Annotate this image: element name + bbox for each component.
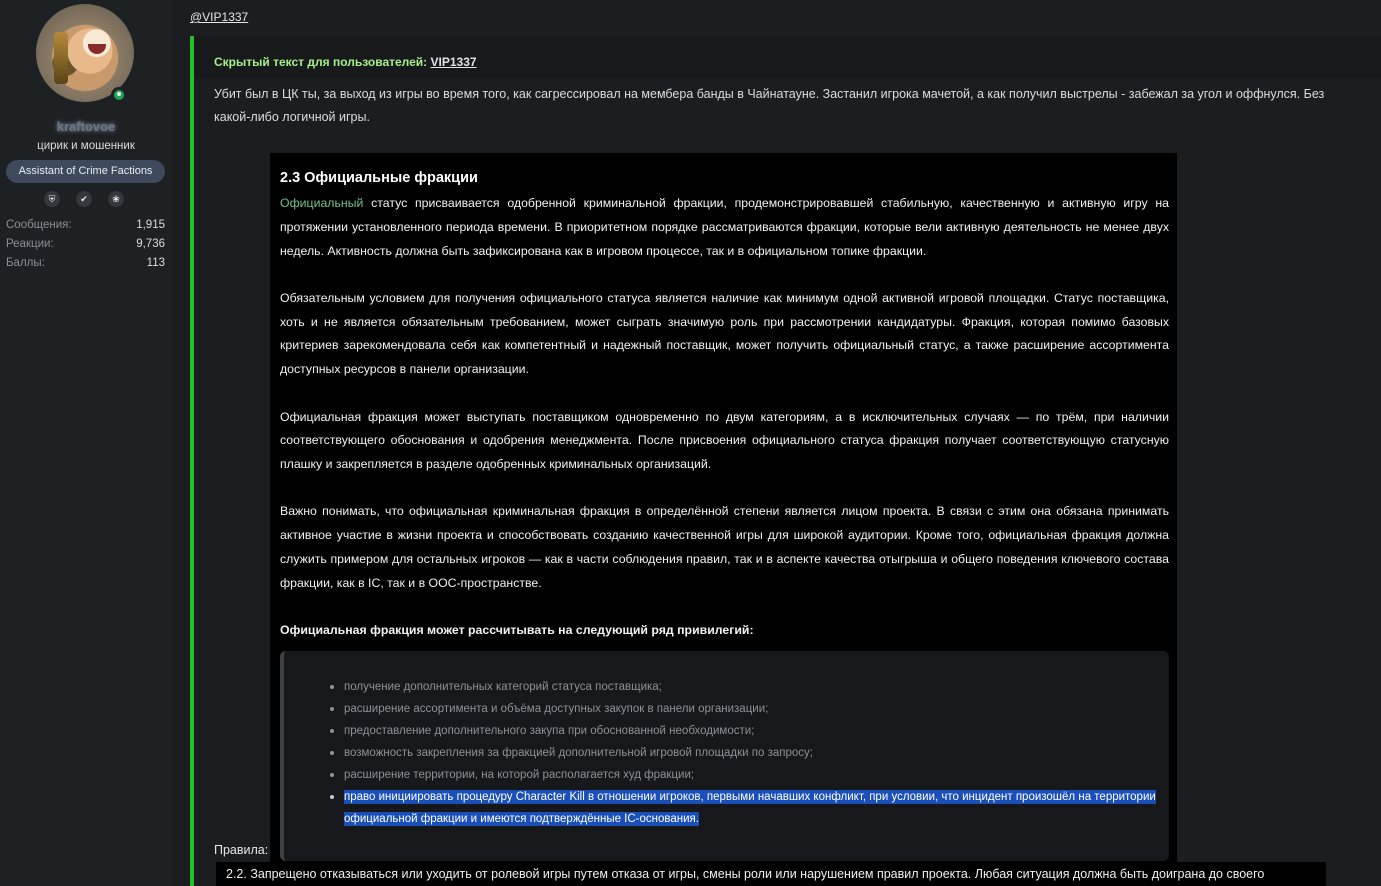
stat-label: Реакции:	[6, 238, 54, 250]
user-panel	[0, 0, 172, 886]
hidden-text-block	[190, 36, 1381, 886]
paragraph-1-text: статус присваивается одобренной криминальной фракции, продемонстрировавшей стабильную, качественную и активную игру на протяжении установленного периода времени. В приоритетном порядке рассматриваются фракции, которые вели активную деятельность не менее двух недель. Активность должна быть зафиксирована как в игровом процессе, так и в официальном топике фракции.	[280, 196, 1169, 258]
privileges-list	[344, 676, 1169, 830]
privileges-quote	[280, 651, 1169, 861]
stat-value: 9,736	[136, 238, 165, 250]
hidden-text-label: Скрытый текст для пользователей:	[214, 55, 428, 69]
rules-document	[270, 153, 1177, 886]
stat-row-points	[6, 254, 165, 273]
user-title: цирик и мошенник	[37, 140, 135, 152]
role-badge: Assistant of Crime Factions	[6, 160, 165, 183]
user-stats	[6, 216, 165, 273]
list-item: получение дополнительных категорий статуса поставщика;	[344, 676, 1169, 698]
list-item: расширение территории, на которой располагается худ фракции;	[344, 764, 1169, 786]
post-intro-text: Убит был в ЦК ты, за выход из игры во время того, как сагрессировал на мембера банды в Чайнатауне. Застанил игрока мачетой, а как получил выстрелы - забежал за угол и оффнулся. Без какой-либо логичной игры.	[214, 87, 1325, 124]
paragraph-2: Обязательным условием для получения официального статуса является наличие как минимум одной активной игровой площадки. Статус поставщика, хоть и не является обязательным требованием, может сыграть значимую роль при рассмотрении кандидатуры. Фракция, которая помимо базовых критериев зарекомендовала себя как компетентный и надежный поставщик, может получить официальный статус, а также расширение ассортимента доступных ресурсов в панели организации.	[280, 290, 1169, 377]
list-item: возможность закрепления за фракцией дополнительной игровой площадки по запросу;	[344, 742, 1169, 764]
stat-row-reactions	[6, 235, 165, 254]
trophy-list	[44, 191, 124, 207]
online-status-icon	[111, 87, 127, 103]
privileges-heading: Официальная фракция может рассчитывать на следующий ряд привилегий:	[280, 623, 754, 638]
selected-text[interactable]: право инициировать процедуру Character Kill в отношении игроков, первыми начавших конфликт, при условии, что инцидент произошёл на территории официальной фракции и имеются подтверждённые IC-основания.	[344, 790, 1156, 825]
list-item-selected[interactable]	[344, 786, 1169, 830]
section-heading: 2.3 Официальные фракции	[280, 170, 478, 186]
paragraph-3: Официальная фракция может выступать поставщиком одновременно по двум категориям, а в исключительных случаях — по трём, при наличии соответствующего обоснования и одобрения менеджмента. После присвоения официального статуса фракция получает соответствующую статусную плашку и закрепляется в разделе одобренных криминальных организаций.	[280, 409, 1169, 472]
paragraph-4: Важно понимать, что официальная криминальная фракция в определённой степени является лицом проекта. В связи с этим она обязана принимать активное участие в жизни проекта и способствовать созданию качественной игры для широкой аудитории. Кроме того, официальная фракция должна служить примером для остальных игроков — как в части соблюдения правил, так и в аспекте качества отыгрыша и общего поведения ключевого состава фракции, как в IC, так и в OOC-пространстве.	[280, 504, 1169, 590]
check-badge-icon[interactable]: ✔	[76, 191, 92, 207]
rules-label: Правила:	[214, 843, 269, 857]
list-item: расширение ассортимента и объёма доступных закупок в панели организации;	[344, 698, 1169, 720]
stat-label: Баллы:	[6, 257, 45, 269]
hidden-text-header	[194, 36, 1381, 78]
leaf-icon[interactable]: ❀	[108, 191, 124, 207]
stat-row-messages	[6, 216, 165, 235]
hidden-text-user-link[interactable]: VIP1337	[430, 55, 477, 69]
avatar-container[interactable]	[36, 4, 134, 102]
user-mention-link[interactable]: @VIP1337	[190, 10, 249, 24]
paragraph-1	[280, 192, 1169, 263]
username[interactable]: kraftovoe	[56, 119, 116, 134]
list-item: предоставление дополнительного закупа при обоснованной необходимости;	[344, 720, 1169, 742]
highlighted-word: Официальный	[280, 196, 364, 210]
stat-value: 113	[146, 257, 165, 269]
stat-value: 1,915	[136, 219, 165, 231]
shield-icon[interactable]: ⛨	[44, 191, 60, 207]
stat-label: Сообщения:	[6, 219, 72, 231]
rule-text: 2.2. Запрещено отказываться или уходить от ролевой игры путем отказа от игры, смены роли или нарушением правил проекта. Любая ситуация должна быть доиграна до своего	[216, 862, 1326, 886]
